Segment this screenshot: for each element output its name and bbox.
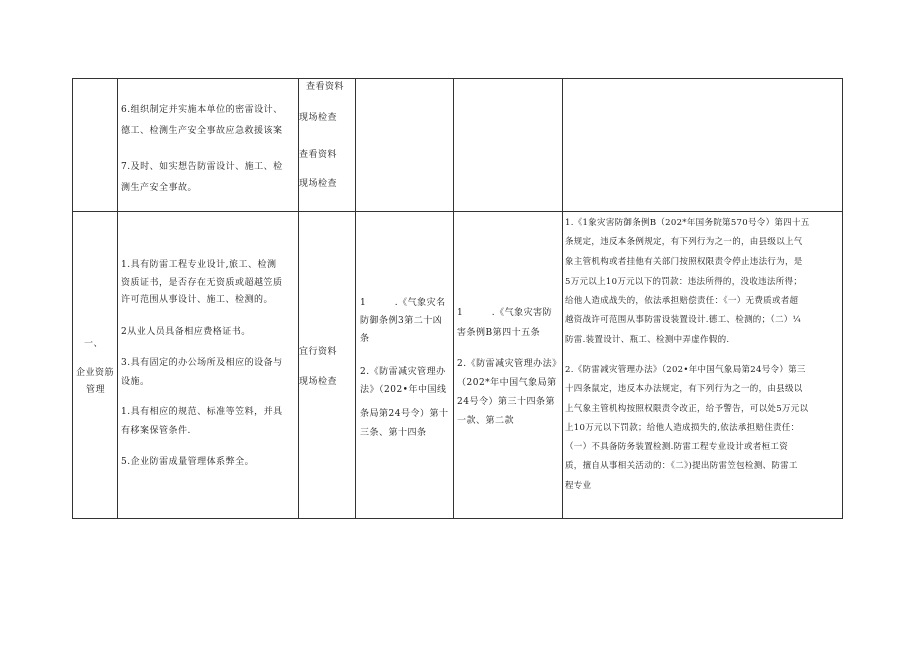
penalty-line4: 5万元以上10万元以下的罚款：违法所得的，没收违法所得； <box>565 277 803 287</box>
row1-req-line4: 测生产安全事故。 <box>121 183 198 193</box>
basis1-line1: 1 .《气象灾名 <box>360 298 446 308</box>
row1-req-line3: 7.及时、如实想告防雷设计、施工、检 <box>121 162 283 172</box>
penalty-line14: 程专业 <box>565 481 592 491</box>
row2-req-line7: 1.具有相应的规范、标准等笠料，并具 <box>121 407 283 417</box>
penalty-line11: 上10万元以下罚款；给他人造成损失的,依法承担赔住责任： <box>565 423 800 433</box>
basis1-line7: 三条、第十四条 <box>360 428 427 438</box>
basis2-line3: 2.《防雷减灾管理办法》 <box>457 359 562 369</box>
category-label-2: 管理 <box>86 385 106 395</box>
basis2-line6: 一款、第二款 <box>457 416 515 426</box>
row2-req-line8: 有移案保管条件. <box>121 426 191 436</box>
row2-req-line6: 设施。 <box>121 377 150 387</box>
basis2-line1: 1 .《气象灾害防 <box>457 308 553 318</box>
row2-req-line9: 5.企业防雷成量管理体系弊全。 <box>121 457 255 467</box>
penalty-line7: 防雷.装置设计、瓶工、检测中弄虚作假的. <box>565 335 730 345</box>
col-divider <box>355 79 356 518</box>
basis2-line2: 害条例B第四十五条 <box>457 328 541 338</box>
row2-method-2: 现场检查 <box>299 377 338 387</box>
row2-req-line4: 2从业人员具备相应费格证书。 <box>121 327 251 337</box>
penalty-line5: 给他人造成战失的，依法承担赔偿责任：《一）无费质或者超 <box>565 296 799 306</box>
row1-method-2: 现场检查 <box>299 113 338 123</box>
row1-req-line1: 6.组织制定并实施本单位的密雷设计、 <box>121 105 283 115</box>
row2-req-line1: 1.具有防雷工程专业设计,旅工、检测 <box>121 260 277 270</box>
basis1-line6: 条局第24号令）第十 <box>360 409 449 419</box>
row2-req-line2: 资质证书，是否存在无资质或超越笠质 <box>121 278 283 288</box>
inspection-table <box>72 78 843 519</box>
row1-method-4: 现场检查 <box>299 179 338 189</box>
row2-req-line3: 许可范围从事设计、施工、检测的。 <box>121 295 274 305</box>
penalty-line8: 2.《防雷减灾管理办法》（202•年中国气象局第24号令）第三 <box>565 365 806 375</box>
basis2-line4: （202*年中国气象局第 <box>457 378 557 388</box>
penalty-line1: 1.《1象灾害防御条例B（202*年国务院第570号令）第四十五 <box>565 218 810 228</box>
penalty-line12: （一）不具备防务装置检测.防雷工程专业设计或者桓工资 <box>565 442 789 452</box>
penalty-line3: 象主管机构或者挂他有关部门按照权限责令停止违法行为，是 <box>565 257 803 267</box>
basis1-line2: 防御条例3第二十凶 <box>360 316 443 326</box>
basis1-line3: 条 <box>360 334 370 344</box>
penalty-line9: 十四条鼠定，违反本办法规定，有下列行为之一的，由县级以 <box>565 384 803 394</box>
category-number: 一、 <box>84 339 104 349</box>
penalty-line13: 质，擅自从事相关活动的：《二》)提出防雷笠包检测、防雷工 <box>565 461 798 471</box>
col-divider <box>562 79 563 518</box>
penalty-line10: 上气象主管机构按照权限责令改正，给予警告，可以处5万元以 <box>565 404 809 414</box>
row-divider <box>73 211 842 212</box>
basis2-line5: 24号令）第三十四条第 <box>457 397 555 407</box>
basis1-line5: 法》（202•年中国线 <box>360 385 447 395</box>
row1-req-line2: 德工、检测生产安全事故应急救援该案 <box>121 126 283 136</box>
row1-method-1: 查看资料 <box>306 82 345 92</box>
category-label: 企业资筋 <box>76 368 115 378</box>
col-divider <box>117 79 118 518</box>
row1-method-3: 查看资料 <box>299 150 338 160</box>
penalty-line2: 条规定，违反本条例规定，有下列行为之一的，由县级以上气 <box>565 237 803 247</box>
penalty-line6: 越资战许可范围从事防雷设装置设计.德工、检测的；（二）¼ <box>565 315 802 325</box>
row2-req-line5: 3.具有固定的办公场所及相应的设备与 <box>121 358 283 368</box>
row2-method-1: 宜行资料 <box>299 347 338 357</box>
col-divider <box>453 79 454 518</box>
col-divider <box>298 79 299 518</box>
basis1-line4: 2.《防雷减灾管理办 <box>360 367 446 377</box>
